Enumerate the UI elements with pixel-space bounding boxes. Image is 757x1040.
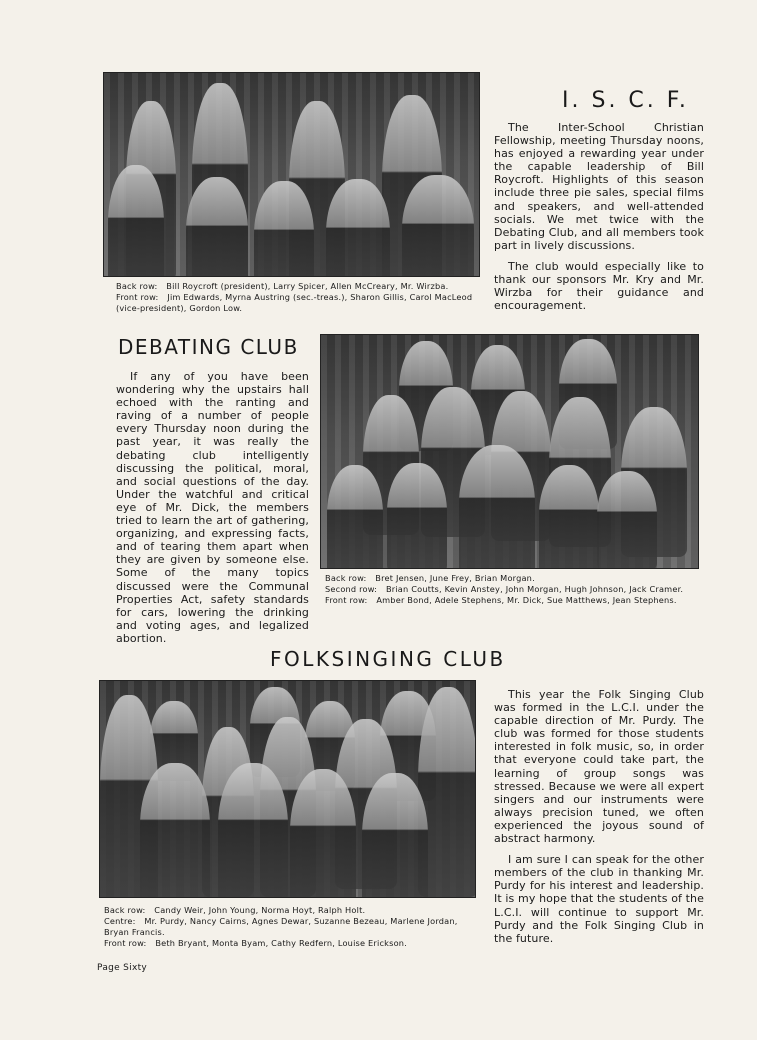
iscf-caption: [116, 281, 480, 314]
iscf-caption-back-names: Bill Roycroft (president), Larry Spicer, Allen McCreary, Mr. Wirzba.: [166, 281, 449, 291]
debating-title: DEBATING CLUB: [118, 335, 299, 359]
debating-caption-front-names: Amber Bond, Adele Stephens, Mr. Dick, Sue Matthews, Jean Stephens.: [376, 595, 677, 605]
iscf-group-photo: [103, 72, 480, 277]
folksinging-paragraph-2: I am sure I can speak for the other members of the club in thanking Mr. Purdy for his interest and leadership. It is my hope that the students of the L.C.I. will continue to support Mr. Purdy and the Folk Singing Club in the future.: [494, 853, 704, 945]
folksinging-caption-back-label: Back row:: [104, 905, 146, 915]
folksinging-caption-front-names: Beth Bryant, Monta Byam, Cathy Redfern, Louise Erickson.: [155, 938, 407, 948]
folksinging-title: FOLKSINGING CLUB: [270, 647, 506, 671]
debating-caption-back-names: Bret Jensen, June Frey, Brian Morgan.: [375, 573, 535, 583]
debating-caption-second-label: Second row:: [325, 584, 378, 594]
folksinging-caption-front-label: Front row:: [104, 938, 147, 948]
iscf-title: I. S. C. F.: [562, 88, 689, 113]
folksinging-caption-back-names: Candy Weir, John Young, Norma Hoyt, Ralph Holt.: [154, 905, 366, 915]
folksinging-paragraph-1: This year the Folk Singing Club was formed in the L.C.I. under the capable direction of Mr. Purdy. The club was formed for those students interested in folk music, so, in order that everyone could take part, the learning of group songs was stressed. Because we were all expert singers and our instruments were always precision tuned, we often experienced the joyous sound of abstract harmony.: [494, 688, 704, 846]
iscf-caption-front-label: Front row:: [116, 292, 159, 302]
debating-caption-second-names: Brian Coutts, Kevin Anstey, John Morgan, Hugh Johnson, Jack Cramer.: [385, 584, 684, 594]
debating-caption-front-label: Front row:: [325, 595, 368, 605]
folksinging-caption-centre-names: Mr. Purdy, Nancy Cairns, Agnes Dewar, Suzanne Bezeau, Marlene Jordan, Bryan Francis.: [104, 916, 458, 937]
iscf-caption-back-label: Back row:: [116, 281, 158, 291]
debating-body: [116, 370, 309, 653]
debating-group-photo: [320, 334, 699, 569]
iscf-paragraph-2: The club would especially like to thank our sponsors Mr. Kry and Mr. Wirzba for their guidance and encouragement.: [494, 259, 704, 313]
debating-caption-back-label: Back row:: [325, 573, 367, 583]
debating-caption: [325, 573, 697, 606]
iscf-caption-front-names: Jim Edwards, Myrna Austring (sec.-treas.), Sharon Gillis, Carol MacLeod (vice-president), Gordon Low.: [116, 292, 473, 313]
folksinging-body: [494, 688, 704, 953]
folksinging-caption-centre-label: Centre:: [104, 916, 136, 926]
folksinging-group-photo: [99, 680, 476, 898]
iscf-body: [494, 121, 704, 320]
page-number: Page Sixty: [97, 963, 148, 973]
iscf-paragraph-1: The Inter-School Christian Fellowship, meeting Thursday noons, has enjoyed a rewarding year under the capable leadership of Bill Roycroft. Highlights of this season include three pie sales, special films and speakers, and well-attended socials. We met twice with the Debating Club, and all members took part in lively discussions.: [494, 121, 704, 252]
folksinging-caption: [104, 905, 476, 949]
debating-paragraph: If any of you have been wondering why the upstairs hall echoed with the ranting and raving of a number of people every Thursday noon during the past year, it was really the debating club intelligently discussing the political, moral, and social questions of the day. Under the watchful and critical eye of Mr. Dick, the members tried to learn the art of gathering, organizing, and expressing facts, and of tearing them apart when they are given by someone else. Some of the many topics discussed were the Communal Properties Act, safety standards for cars, lowering the drinking and voting ages, and legalized abortion.: [116, 370, 309, 645]
